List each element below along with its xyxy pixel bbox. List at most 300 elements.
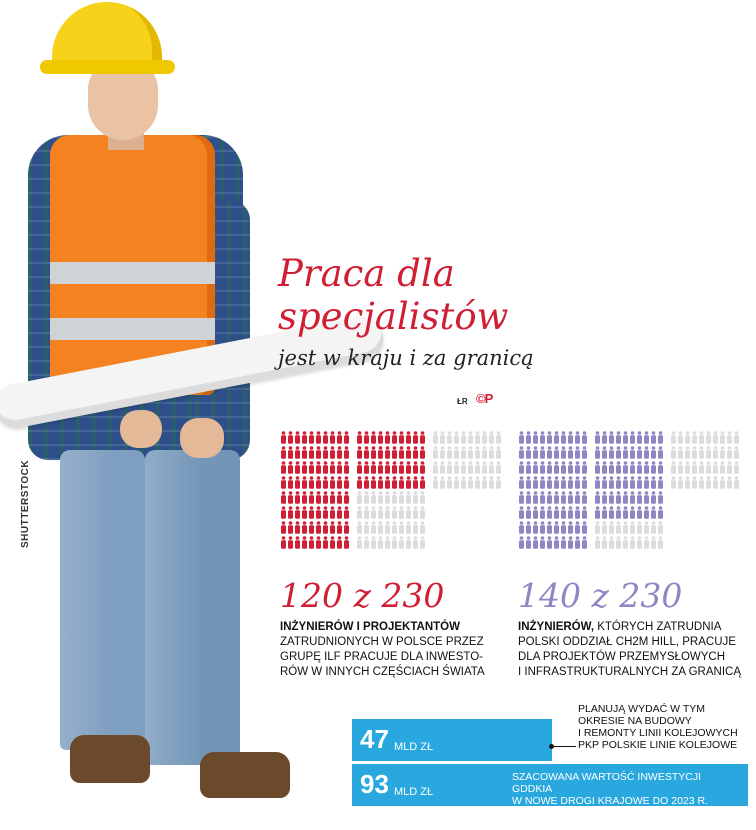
person-icon-highlighted	[308, 536, 315, 549]
person-icon-highlighted	[615, 431, 622, 444]
person-icon	[643, 536, 650, 549]
person-icon	[460, 431, 467, 444]
person-icon-highlighted	[546, 536, 553, 549]
person-icon-highlighted	[539, 476, 546, 489]
person-icon	[363, 521, 370, 534]
person-icon-highlighted	[287, 461, 294, 474]
stat-value-ilf: 120 z 230	[280, 576, 445, 615]
people-grid-block	[280, 431, 350, 549]
person-icon-highlighted	[643, 491, 650, 504]
person-icon-highlighted	[315, 536, 322, 549]
person-icon-highlighted	[636, 461, 643, 474]
person-icon	[622, 536, 629, 549]
person-icon-highlighted	[657, 476, 664, 489]
person-icon	[439, 446, 446, 459]
person-icon-highlighted	[525, 536, 532, 549]
stat-bold-label: INŻYNIERÓW I PROJEKTANTÓW	[280, 621, 460, 633]
person-icon-highlighted	[398, 431, 405, 444]
person-icon	[488, 476, 495, 489]
person-icon-highlighted	[384, 476, 391, 489]
person-icon	[356, 506, 363, 519]
person-icon-highlighted	[329, 506, 336, 519]
person-icon-highlighted	[419, 431, 426, 444]
person-icon-highlighted	[301, 521, 308, 534]
investment-number: 47	[360, 724, 389, 754]
person-icon	[356, 521, 363, 534]
person-icon-highlighted	[308, 506, 315, 519]
person-icon-highlighted	[539, 446, 546, 459]
person-icon	[405, 521, 412, 534]
person-icon-highlighted	[343, 431, 350, 444]
person-icon-highlighted	[343, 446, 350, 459]
stat-line: DLA PROJEKTÓW PRZEMYSŁOWYCH	[518, 651, 726, 663]
person-icon-highlighted	[643, 476, 650, 489]
person-icon-highlighted	[615, 446, 622, 459]
person-icon-highlighted	[622, 446, 629, 459]
person-icon-highlighted	[601, 431, 608, 444]
person-icon-highlighted	[560, 476, 567, 489]
person-icon-highlighted	[343, 536, 350, 549]
person-icon-highlighted	[329, 461, 336, 474]
person-icon-highlighted	[343, 476, 350, 489]
person-icon-highlighted	[601, 446, 608, 459]
person-icon-highlighted	[322, 446, 329, 459]
person-icon-highlighted	[391, 446, 398, 459]
person-icon	[629, 521, 636, 534]
note-line: PLANUJĄ WYDAĆ W TYM	[578, 703, 705, 715]
person-icon-highlighted	[384, 431, 391, 444]
stat-line: POLSKI ODDZIAŁ CH2M HILL, PRACUJE	[518, 636, 736, 648]
person-icon-highlighted	[391, 476, 398, 489]
person-icon-highlighted	[532, 461, 539, 474]
person-icon	[432, 431, 439, 444]
person-icon	[677, 461, 684, 474]
person-icon-highlighted	[560, 491, 567, 504]
person-icon-highlighted	[343, 491, 350, 504]
person-icon-highlighted	[539, 461, 546, 474]
person-icon	[398, 506, 405, 519]
hard-hat-brim	[40, 60, 175, 74]
person-icon-highlighted	[391, 431, 398, 444]
person-icon-highlighted	[370, 431, 377, 444]
person-icon-highlighted	[560, 521, 567, 534]
person-icon-highlighted	[336, 506, 343, 519]
person-icon-highlighted	[356, 431, 363, 444]
person-icon-highlighted	[280, 521, 287, 534]
person-icon-highlighted	[539, 536, 546, 549]
person-icon	[719, 431, 726, 444]
person-icon-highlighted	[574, 446, 581, 459]
person-icon-highlighted	[329, 476, 336, 489]
person-icon-highlighted	[412, 476, 419, 489]
person-icon-highlighted	[567, 476, 574, 489]
person-icon-highlighted	[574, 476, 581, 489]
note-line: SZACOWANA WARTOŚĆ INWESTYCJI GDDKIA	[512, 771, 702, 795]
person-icon-highlighted	[643, 431, 650, 444]
person-icon-highlighted	[280, 446, 287, 459]
reflective-stripe	[50, 262, 215, 284]
person-icon-highlighted	[315, 506, 322, 519]
stat-line: I INFRASTRUKTURALNYCH ZA GRANICĄ	[518, 666, 741, 678]
person-icon-highlighted	[581, 521, 588, 534]
stat-description-ilf	[280, 620, 495, 680]
person-icon-highlighted	[581, 506, 588, 519]
person-icon-highlighted	[280, 506, 287, 519]
hand	[120, 410, 162, 448]
person-icon	[495, 461, 502, 474]
person-icon-highlighted	[622, 461, 629, 474]
person-icon	[467, 476, 474, 489]
person-icon-highlighted	[294, 446, 301, 459]
person-icon	[398, 491, 405, 504]
person-icon-highlighted	[280, 431, 287, 444]
person-icon	[691, 476, 698, 489]
person-icon-highlighted	[322, 506, 329, 519]
person-icon-highlighted	[560, 431, 567, 444]
person-icon-highlighted	[336, 476, 343, 489]
person-icon-highlighted	[532, 536, 539, 549]
person-icon-highlighted	[377, 446, 384, 459]
person-icon-highlighted	[287, 491, 294, 504]
person-icon-highlighted	[308, 431, 315, 444]
person-icon	[384, 536, 391, 549]
investment-unit: MLD ZŁ	[394, 741, 434, 753]
person-icon-highlighted	[643, 461, 650, 474]
person-icon-highlighted	[615, 491, 622, 504]
person-icon-highlighted	[657, 431, 664, 444]
person-icon	[481, 446, 488, 459]
person-icon	[460, 461, 467, 474]
person-icon-highlighted	[574, 521, 581, 534]
person-icon	[629, 536, 636, 549]
person-icon	[405, 491, 412, 504]
person-icon-highlighted	[636, 446, 643, 459]
person-icon	[712, 476, 719, 489]
person-icon-highlighted	[608, 431, 615, 444]
person-icon	[356, 491, 363, 504]
person-icon	[391, 521, 398, 534]
person-icon	[412, 491, 419, 504]
person-icon	[684, 446, 691, 459]
person-icon-highlighted	[301, 476, 308, 489]
person-icon-highlighted	[287, 506, 294, 519]
person-icon-highlighted	[336, 536, 343, 549]
person-icon	[719, 446, 726, 459]
person-icon	[460, 476, 467, 489]
person-icon-highlighted	[643, 446, 650, 459]
investment-number: 93	[360, 769, 389, 799]
person-icon-highlighted	[336, 461, 343, 474]
person-icon-highlighted	[650, 461, 657, 474]
person-icon-highlighted	[308, 476, 315, 489]
person-icon	[495, 431, 502, 444]
stat-line: RÓW W INNYCH CZĘŚCIACH ŚWIATA	[280, 666, 485, 678]
person-icon-highlighted	[553, 536, 560, 549]
person-icon	[377, 491, 384, 504]
person-icon	[370, 491, 377, 504]
person-icon	[453, 446, 460, 459]
person-icon-highlighted	[363, 461, 370, 474]
person-icon-highlighted	[581, 431, 588, 444]
person-icon-highlighted	[412, 446, 419, 459]
person-icon	[650, 536, 657, 549]
jeans-left-leg	[60, 450, 145, 750]
person-icon	[467, 446, 474, 459]
person-icon	[670, 461, 677, 474]
person-icon-highlighted	[287, 476, 294, 489]
person-icon-highlighted	[370, 446, 377, 459]
person-icon-highlighted	[280, 536, 287, 549]
photo-credit: SHUTTERSTOCK	[20, 459, 31, 548]
person-icon-highlighted	[553, 431, 560, 444]
person-icon	[453, 431, 460, 444]
person-icon	[670, 476, 677, 489]
person-icon-highlighted	[398, 461, 405, 474]
person-icon	[391, 491, 398, 504]
person-icon-highlighted	[412, 431, 419, 444]
person-icon	[684, 431, 691, 444]
person-icon-highlighted	[546, 431, 553, 444]
person-icon-highlighted	[560, 461, 567, 474]
person-icon-highlighted	[622, 506, 629, 519]
person-icon-highlighted	[336, 446, 343, 459]
person-icon	[391, 506, 398, 519]
person-icon-highlighted	[657, 506, 664, 519]
person-icon	[481, 476, 488, 489]
person-icon-highlighted	[657, 461, 664, 474]
person-icon-highlighted	[657, 491, 664, 504]
publisher-logo-icon: ©P	[476, 391, 493, 406]
person-icon	[439, 476, 446, 489]
person-icon-highlighted	[567, 536, 574, 549]
person-icon-highlighted	[405, 431, 412, 444]
person-icon-highlighted	[546, 476, 553, 489]
person-icon	[370, 521, 377, 534]
person-icon	[608, 521, 615, 534]
person-icon	[691, 446, 698, 459]
person-icon	[384, 521, 391, 534]
reflective-stripe	[50, 318, 215, 340]
person-icon-highlighted	[280, 461, 287, 474]
person-icon-highlighted	[525, 461, 532, 474]
person-icon	[657, 536, 664, 549]
person-icon-highlighted	[567, 431, 574, 444]
person-icon-highlighted	[398, 476, 405, 489]
person-icon-highlighted	[301, 506, 308, 519]
title-line-1: Praca dla	[278, 252, 455, 295]
person-icon-highlighted	[608, 461, 615, 474]
person-icon-highlighted	[594, 431, 601, 444]
person-icon	[474, 476, 481, 489]
person-icon	[412, 536, 419, 549]
person-icon-highlighted	[294, 491, 301, 504]
person-icon	[481, 431, 488, 444]
person-icon-highlighted	[287, 446, 294, 459]
person-icon-highlighted	[539, 491, 546, 504]
person-icon-highlighted	[546, 521, 553, 534]
person-icon-highlighted	[329, 521, 336, 534]
person-icon-highlighted	[322, 476, 329, 489]
person-icon-highlighted	[518, 476, 525, 489]
person-icon-highlighted	[567, 446, 574, 459]
person-icon-highlighted	[574, 536, 581, 549]
stat-line: GRUPĘ ILF PRACUJE DLA INWESTO-	[280, 651, 483, 663]
person-icon-highlighted	[574, 506, 581, 519]
person-icon	[419, 536, 426, 549]
person-icon-highlighted	[370, 476, 377, 489]
person-icon-highlighted	[539, 521, 546, 534]
person-icon	[412, 506, 419, 519]
person-icon	[684, 461, 691, 474]
person-icon-highlighted	[546, 506, 553, 519]
people-grid-block	[432, 431, 502, 489]
person-icon	[594, 536, 601, 549]
person-icon-highlighted	[315, 431, 322, 444]
person-icon-highlighted	[294, 506, 301, 519]
person-icon-highlighted	[329, 446, 336, 459]
person-icon	[474, 446, 481, 459]
person-icon-highlighted	[594, 446, 601, 459]
person-icon-highlighted	[301, 446, 308, 459]
person-icon	[657, 521, 664, 534]
person-icon-highlighted	[560, 536, 567, 549]
person-icon-highlighted	[629, 476, 636, 489]
person-icon-highlighted	[287, 431, 294, 444]
person-icon-highlighted	[525, 491, 532, 504]
person-icon	[446, 461, 453, 474]
person-icon	[391, 536, 398, 549]
person-icon-highlighted	[315, 446, 322, 459]
person-icon	[398, 521, 405, 534]
person-icon-highlighted	[343, 506, 350, 519]
person-icon-highlighted	[546, 491, 553, 504]
person-icon-highlighted	[546, 461, 553, 474]
person-icon	[432, 476, 439, 489]
person-icon-highlighted	[294, 536, 301, 549]
person-icon-highlighted	[636, 431, 643, 444]
person-icon-highlighted	[560, 446, 567, 459]
person-icon	[446, 476, 453, 489]
person-icon	[439, 431, 446, 444]
person-icon	[698, 446, 705, 459]
person-icon	[405, 536, 412, 549]
person-icon-highlighted	[622, 491, 629, 504]
person-icon-highlighted	[650, 431, 657, 444]
person-icon	[601, 536, 608, 549]
person-icon	[474, 461, 481, 474]
person-icon	[363, 506, 370, 519]
person-icon	[726, 446, 733, 459]
person-icon-highlighted	[574, 461, 581, 474]
person-icon	[460, 446, 467, 459]
person-icon	[705, 446, 712, 459]
person-icon-highlighted	[629, 506, 636, 519]
people-grid-block	[670, 431, 740, 489]
person-icon	[691, 461, 698, 474]
person-icon-highlighted	[391, 461, 398, 474]
person-icon-highlighted	[301, 431, 308, 444]
person-icon-highlighted	[329, 491, 336, 504]
person-icon	[712, 461, 719, 474]
person-icon	[615, 536, 622, 549]
person-icon	[733, 476, 740, 489]
person-icon-highlighted	[643, 506, 650, 519]
jeans-right-leg	[145, 450, 240, 765]
person-icon-highlighted	[363, 446, 370, 459]
person-icon-highlighted	[601, 491, 608, 504]
person-icon-highlighted	[343, 521, 350, 534]
person-icon	[705, 476, 712, 489]
work-boot	[200, 752, 290, 798]
person-icon-highlighted	[594, 506, 601, 519]
person-icon-highlighted	[615, 461, 622, 474]
person-icon-highlighted	[301, 536, 308, 549]
person-icon-highlighted	[322, 431, 329, 444]
person-icon-highlighted	[315, 491, 322, 504]
person-icon	[419, 521, 426, 534]
person-icon-highlighted	[636, 476, 643, 489]
person-icon	[467, 431, 474, 444]
person-icon	[670, 446, 677, 459]
person-icon-highlighted	[581, 446, 588, 459]
person-icon-highlighted	[308, 491, 315, 504]
person-icon	[636, 536, 643, 549]
person-icon-highlighted	[629, 431, 636, 444]
person-icon	[726, 476, 733, 489]
person-icon-highlighted	[532, 476, 539, 489]
stat-description-ch2m	[518, 620, 750, 680]
person-icon-highlighted	[622, 476, 629, 489]
investment-bar-pkp	[352, 719, 552, 761]
person-icon-highlighted	[398, 446, 405, 459]
investment-unit: MLD ZŁ	[394, 786, 434, 798]
person-icon-highlighted	[518, 431, 525, 444]
person-icon-highlighted	[539, 506, 546, 519]
person-icon-highlighted	[370, 461, 377, 474]
person-icon-highlighted	[560, 506, 567, 519]
person-icon-highlighted	[567, 506, 574, 519]
person-icon-highlighted	[315, 461, 322, 474]
person-icon-highlighted	[608, 476, 615, 489]
person-icon-highlighted	[629, 491, 636, 504]
person-icon-highlighted	[608, 446, 615, 459]
person-icon-highlighted	[581, 491, 588, 504]
person-icon-highlighted	[280, 491, 287, 504]
person-icon-highlighted	[629, 461, 636, 474]
person-icon	[622, 521, 629, 534]
person-icon-highlighted	[608, 491, 615, 504]
person-icon-highlighted	[581, 536, 588, 549]
person-icon-highlighted	[384, 446, 391, 459]
person-icon-highlighted	[518, 446, 525, 459]
person-icon	[705, 431, 712, 444]
person-icon-highlighted	[574, 491, 581, 504]
person-icon-highlighted	[336, 491, 343, 504]
person-icon-highlighted	[308, 461, 315, 474]
person-icon-highlighted	[287, 521, 294, 534]
person-icon	[684, 476, 691, 489]
person-icon-highlighted	[363, 476, 370, 489]
person-icon-highlighted	[539, 431, 546, 444]
person-icon-highlighted	[518, 461, 525, 474]
note-line: W NOWE DROGI KRAJOWE DO 2023 R.	[512, 795, 709, 807]
person-icon	[446, 446, 453, 459]
person-icon	[488, 446, 495, 459]
person-icon	[439, 461, 446, 474]
person-icon-highlighted	[377, 461, 384, 474]
person-icon-highlighted	[405, 476, 412, 489]
person-icon-highlighted	[629, 446, 636, 459]
